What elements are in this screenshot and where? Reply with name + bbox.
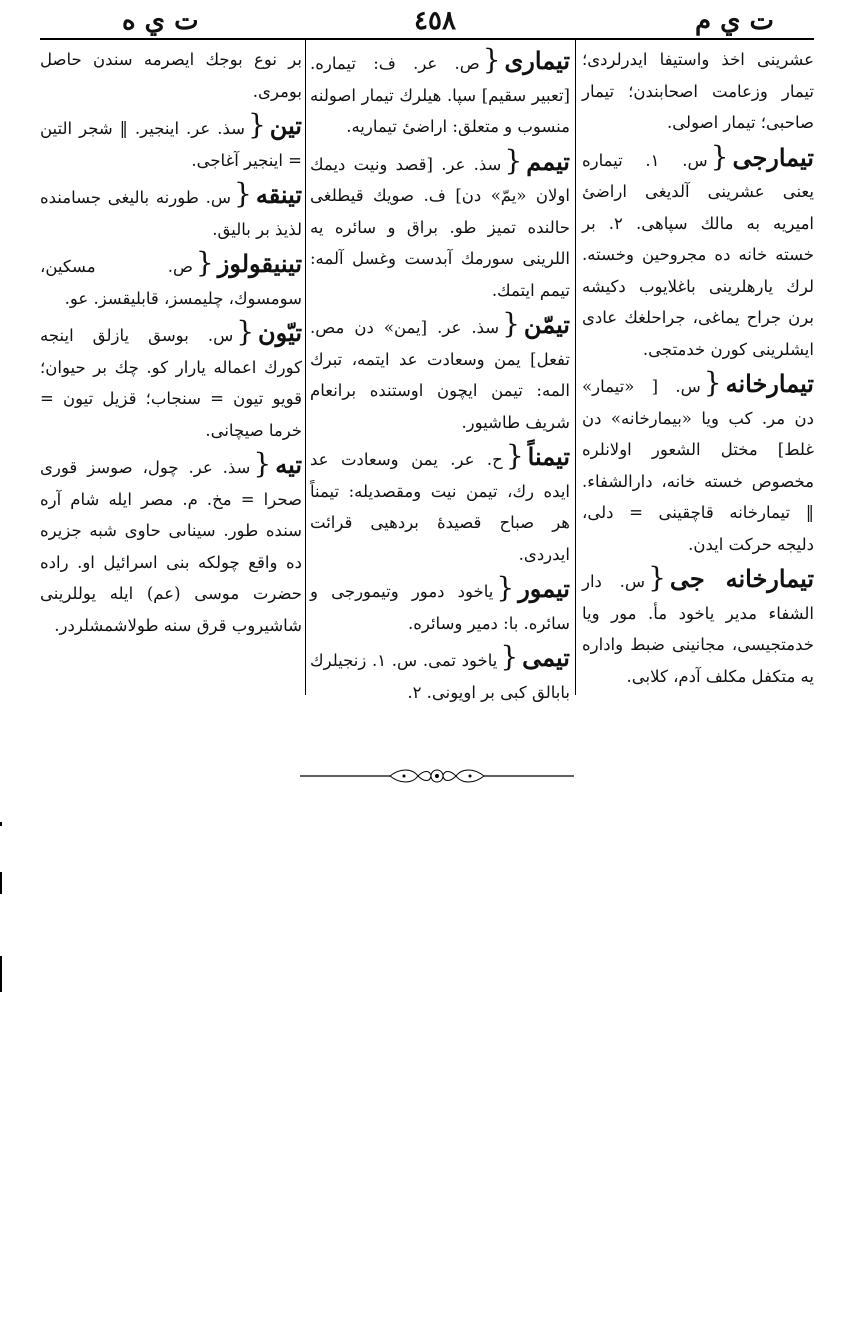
dictionary-entry bbox=[40, 178, 302, 245]
entry-headword: تيمم bbox=[526, 146, 570, 176]
dictionary-entry bbox=[310, 44, 570, 143]
dictionary-entry bbox=[310, 641, 570, 708]
brace-glyph: { bbox=[247, 108, 266, 141]
brace-glyph: { bbox=[500, 640, 519, 673]
entry-definition: سذ. عر. اينجير. ‖ شجر التين = اينجير آغاجى. bbox=[40, 119, 302, 170]
dictionary-entry bbox=[310, 572, 570, 639]
brace-glyph: { bbox=[234, 177, 252, 210]
dictionary-entry bbox=[310, 308, 570, 438]
entry-definition: ص. عر. ف: تيماره. [تعبير سقيم] سپا. هيلرك تيمار اصولنه منسوب و متعلق: اراضىٔ تيماريه. bbox=[310, 54, 570, 136]
margin-mark bbox=[0, 872, 2, 894]
entry-headword: تينيقولوز bbox=[217, 249, 302, 278]
header-rule bbox=[40, 38, 814, 40]
page-number: ٤٥٨ bbox=[414, 6, 456, 36]
brace-glyph: { bbox=[195, 246, 214, 279]
entry-headword: تين bbox=[269, 111, 302, 140]
dictionary-entry bbox=[40, 448, 302, 641]
entry-definition: سذ. عر. [قصد ونيت ديمك اولان «يمّ» دن] ف. صويك قيطلغى حالنده تميز طو. براق و سائره يه اللرينى سورمك آبدست وغسل آلمه: تيمم ايتمك. bbox=[310, 154, 570, 300]
continuation-text: بر نوع بوجك ايصرمه سندن حاصل بومرى. bbox=[40, 50, 302, 101]
entry-headword: تيمارخانه bbox=[725, 369, 814, 398]
dictionary-entry bbox=[40, 247, 302, 314]
brace-glyph: { bbox=[496, 571, 515, 604]
entry-definition: س. ١. تيماره يعنى عشرينى آلديغى اراضىٔ اميريه به مالك سپاهى. ٢. بر خسته خانه ده مجروحين وخسته. لرك يارهلرينى باغلايوب دكيشه برن جراح يماغى، جراحلغك عادى ايشلرينى كورن خدمتجى. bbox=[582, 150, 814, 359]
brace-glyph: { bbox=[648, 561, 666, 594]
dictionary-entry bbox=[582, 141, 814, 366]
entry-definition: سذ. عر. [يمن» دن مص. تفعل] يمن وسعادت عد ايتمه، تبرك المه: تيمن ايچون اوستنده برانعام شريف طاشيور. bbox=[310, 318, 570, 432]
continuation-text: عشرينى اخذ واستيفا ايدرلردى؛ تيمار وزعامت اصحابندن؛ تيمار صاحبى؛ تيمار اصولى. bbox=[582, 50, 814, 132]
entry-headword: تيمارى bbox=[504, 46, 570, 75]
margin-mark bbox=[0, 822, 2, 826]
entry-headword: تينقه bbox=[255, 180, 302, 209]
entry-definition: ياخود دمور وتيمورجى و سائره. با: دمير وسائره. bbox=[310, 582, 570, 633]
entry-headword: تيمارجى bbox=[732, 142, 814, 172]
brace-glyph: { bbox=[502, 307, 520, 340]
end-ornament bbox=[300, 766, 574, 786]
brace-glyph: { bbox=[504, 143, 523, 177]
entry-headword: تيمور bbox=[518, 574, 570, 603]
header-left-guide-letters: ت ي ه bbox=[122, 6, 199, 36]
entry-headword: تيه bbox=[275, 450, 302, 479]
entry-definition: س. طورنه باليغى جسامنده لذيذ بر باليق. bbox=[40, 188, 302, 239]
entry-definition: ياخود تمى. س. ١. زنجيلرك بابالق كبى بر اويونى. ٢. bbox=[310, 651, 570, 702]
dictionary-entry bbox=[310, 145, 570, 307]
dictionary-entry bbox=[40, 109, 302, 176]
entry-definition: سذ. عر. چول، صوسز قورى صحرا = مخ. م. مصر ايله شام آره سنده طور. سيناىى حاوى شبه جزيره ده واقع چولكه بنى اسرائيل او. راده حضرت موسى (عم) ايله يوللرينى شاشيروب قرق سنه طولاشمشلردر. bbox=[40, 458, 302, 635]
entry-definition: ص. مسكين، سومسوك، چليمسز، قابليقسز. عو. bbox=[40, 257, 302, 308]
right-column bbox=[582, 44, 814, 694]
dictionary-entry bbox=[582, 562, 814, 692]
entry-headword: تيّون bbox=[258, 318, 302, 347]
brace-glyph: { bbox=[505, 439, 524, 472]
entry-definition: س. دار الشفاء مدير ياخود مأ. مور ويا خدمتجيسى، مجانينى ضبط واداره يه متكفل مكلف آدم، كلابى. bbox=[582, 572, 814, 686]
entry-definition: ح. عر. يمن وسعادت عد ايده رك، تيمن نيت ومقصديله: تيمناً هر صباح قصيدهٔ بردهيى قرائت ايدردى. bbox=[310, 450, 570, 564]
dictionary-entry bbox=[310, 440, 570, 570]
middle-column bbox=[310, 44, 570, 710]
entry-headword: تيمناً bbox=[527, 442, 570, 471]
header-right-guide-letters: ت ي م bbox=[694, 6, 774, 36]
brace-glyph: { bbox=[482, 43, 501, 76]
dictionary-entry bbox=[582, 367, 814, 560]
left-column bbox=[40, 44, 302, 643]
column-divider-left bbox=[305, 40, 306, 695]
entry-headword: تيمارخانه جى bbox=[669, 564, 815, 593]
entry-headword: تيمّن bbox=[523, 310, 570, 339]
column-divider-right bbox=[575, 40, 576, 695]
brace-glyph: { bbox=[253, 447, 272, 480]
page-header bbox=[40, 4, 810, 40]
entry-headword: تيمى bbox=[522, 643, 570, 672]
margin-mark bbox=[0, 956, 2, 992]
brace-glyph: { bbox=[703, 366, 722, 399]
brace-glyph: { bbox=[236, 315, 255, 348]
brace-glyph: { bbox=[710, 139, 729, 173]
entry-definition: س. [ «تيمار» دن مر. كب ويا «بيمارخانه» دن غلط] مختل الشعور اولانلره مخصوص خسته خانه، دارالشفاء. ‖ تيمارخانه قاچقينى = دلى، دليجه حركت ايدن. bbox=[582, 377, 814, 554]
dictionary-entry bbox=[40, 316, 302, 446]
entry-definition: س. بوسق يازلق اينجه كورك اعماله يارار كو. چك بر حيوان؛ قويو تيون = سنجاب؛ قزيل تيون = خرما صيچانى. bbox=[40, 326, 302, 440]
